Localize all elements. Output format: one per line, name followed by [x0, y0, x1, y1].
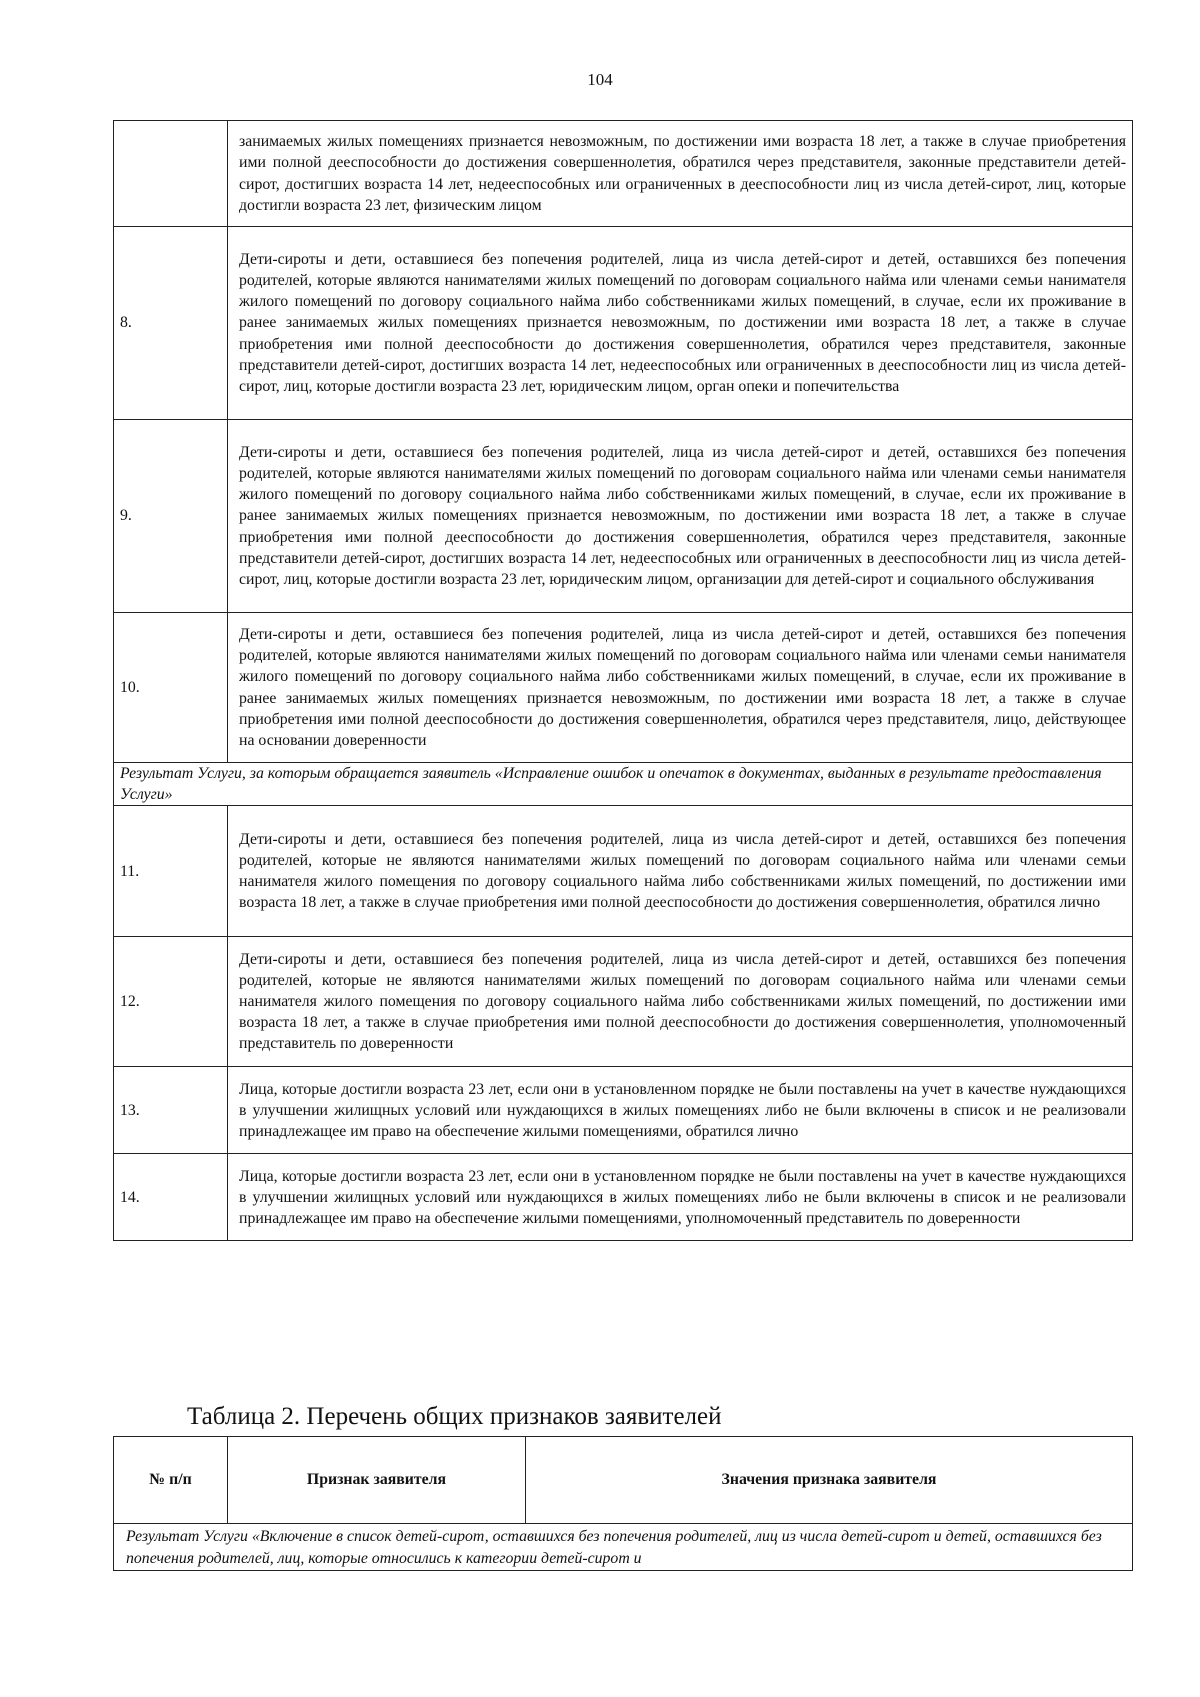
row-description: Лица, которые достигли возраста 23 лет, если они в установленном порядке не были поставлены на учет в качестве нуждающихся в улучшении жилищных условий или нуждающихся в жилых помещениях либо не были включены в список и не реализовали принадлежащее им право на обеспечение жилыми помещениями, обратился лично: [228, 1067, 1133, 1154]
column-header-feature-values: Значения признака заявителя: [526, 1437, 1133, 1524]
table-row: [114, 937, 1133, 1067]
row-number: 14.: [114, 1154, 228, 1241]
applicant-variants-table: [113, 120, 1133, 1241]
section-row: [114, 763, 1133, 806]
section-text: Результат Услуги «Включение в список детей-сирот, оставшихся без попечения родителей, лиц из числа детей-сирот и детей, оставшихся без попечения родителей, лиц, которые относились к категории детей-сирот и: [114, 1524, 1133, 1571]
row-number: 8.: [114, 227, 228, 420]
row-number: 12.: [114, 937, 228, 1067]
row-description: Дети-сироты и дети, оставшиеся без попечения родителей, лица из числа детей-сирот и детей, оставшихся без попечения родителей, которые являются нанимателями жилых помещений по договорам социального найма или членами семьи нанимателя жилого помещений по договору социального найма либо собственниками жилых помещений, в случае, если их проживание в ранее занимаемых жилых помещениях признается невозможным, по достижении ими возраста 18 лет, а также в случае приобретения ими полной дееспособности до достижения совершеннолетия, обратился через представителя, лицо, действующее на основании доверенности: [228, 613, 1133, 763]
row-number: [114, 121, 228, 227]
page-number: 104: [587, 70, 613, 89]
row-description: Дети-сироты и дети, оставшиеся без попечения родителей, лица из числа детей-сирот и детей, оставшихся без попечения родителей, которые являются нанимателями жилых помещений по договорам социального найма или членами семьи нанимателя жилого помещений по договору социального найма либо собственниками жилых помещений, в случае, если их проживание в ранее занимаемых жилых помещениях признается невозможным, по достижении ими возраста 18 лет, а также в случае приобретения ими полной дееспособности до достижения совершеннолетия, обратился через представителя, законные представители детей-сирот, достигших возраста 14 лет, недееспособных или ограниченных в дееспособности лиц из числа детей-сирот, лиц, которые достигли возраста 23 лет, юридическим лицом, организации для детей-сирот и социального обслуживания: [228, 420, 1133, 613]
table-row: [114, 613, 1133, 763]
row-description: Лица, которые достигли возраста 23 лет, если они в установленном порядке не были поставлены на учет в качестве нуждающихся в улучшении жилищных условий или нуждающихся в жилых помещениях либо не были включены в список и не реализовали принадлежащее им право на обеспечение жилыми помещениями, уполномоченный представитель по доверенности: [228, 1154, 1133, 1241]
column-header-feature: Признак заявителя: [228, 1437, 526, 1524]
row-number: 10.: [114, 613, 228, 763]
table-row: [114, 227, 1133, 420]
row-number: 9.: [114, 420, 228, 613]
table-row: [114, 420, 1133, 613]
table2-header-row: [114, 1437, 1133, 1524]
table-row: [114, 121, 1133, 227]
row-description: Дети-сироты и дети, оставшиеся без попечения родителей, лица из числа детей-сирот и детей, оставшихся без попечения родителей, которые являются нанимателями жилых помещений по договорам социального найма или членами семьи нанимателя жилого помещений по договору социального найма либо собственниками жилых помещений, в случае, если их проживание в ранее занимаемых жилых помещениях признается невозможным, по достижении ими возраста 18 лет, а также в случае приобретения ими полной дееспособности до достижения совершеннолетия, обратился через представителя, законные представители детей-сирот, достигших возраста 14 лет, недееспособных или ограниченных в дееспособности лиц из числа детей-сирот, лиц, которые достигли возраста 23 лет, юридическим лицом, орган опеки и попечительства: [228, 227, 1133, 420]
row-description: занимаемых жилых помещениях признается невозможным, по достижении ими возраста 18 лет, а также в случае приобретения ими полной дееспособности до достижения совершеннолетия, обратился через представителя, законные представители детей-сирот, достигших возраста 14 лет, недееспособных или ограниченных в дееспособности лиц из числа детей-сирот, лиц, которые достигли возраста 23 лет, физическим лицом: [228, 121, 1133, 227]
common-applicant-features-table: [113, 1436, 1133, 1571]
row-description: Дети-сироты и дети, оставшиеся без попечения родителей, лица из числа детей-сирот и детей, оставшихся без попечения родителей, которые не являются нанимателями жилых помещений по договорам социального найма или членами семьи нанимателя жилого помещения по договору социального найма либо собственниками жилых помещений, по достижении ими возраста 18 лет, а также в случае приобретения ими полной дееспособности до достижения совершеннолетия, уполномоченный представитель по доверенности: [228, 937, 1133, 1067]
section-text: Результат Услуги, за которым обращается заявитель «Исправление ошибок и опечаток в документах, выданных в результате предоставления Услуги»: [114, 763, 1133, 806]
table-row: [114, 1067, 1133, 1154]
table2-section-row: [114, 1524, 1133, 1571]
table-row: [114, 806, 1133, 937]
table-row: [114, 1154, 1133, 1241]
table2-title: Таблица 2. Перечень общих признаков заявителей: [187, 1403, 722, 1430]
column-header-number: № п/п: [114, 1437, 228, 1524]
row-number: 13.: [114, 1067, 228, 1154]
row-number: 11.: [114, 806, 228, 937]
row-description: Дети-сироты и дети, оставшиеся без попечения родителей, лица из числа детей-сирот и детей, оставшихся без попечения родителей, которые не являются нанимателями жилых помещений по договорам социального найма или членами семьи нанимателя жилого помещения по договору социального найма либо собственниками жилых помещений, по достижении ими возраста 18 лет, а также в случае приобретения ими полной дееспособности до достижения совершеннолетия, обратился лично: [228, 806, 1133, 937]
